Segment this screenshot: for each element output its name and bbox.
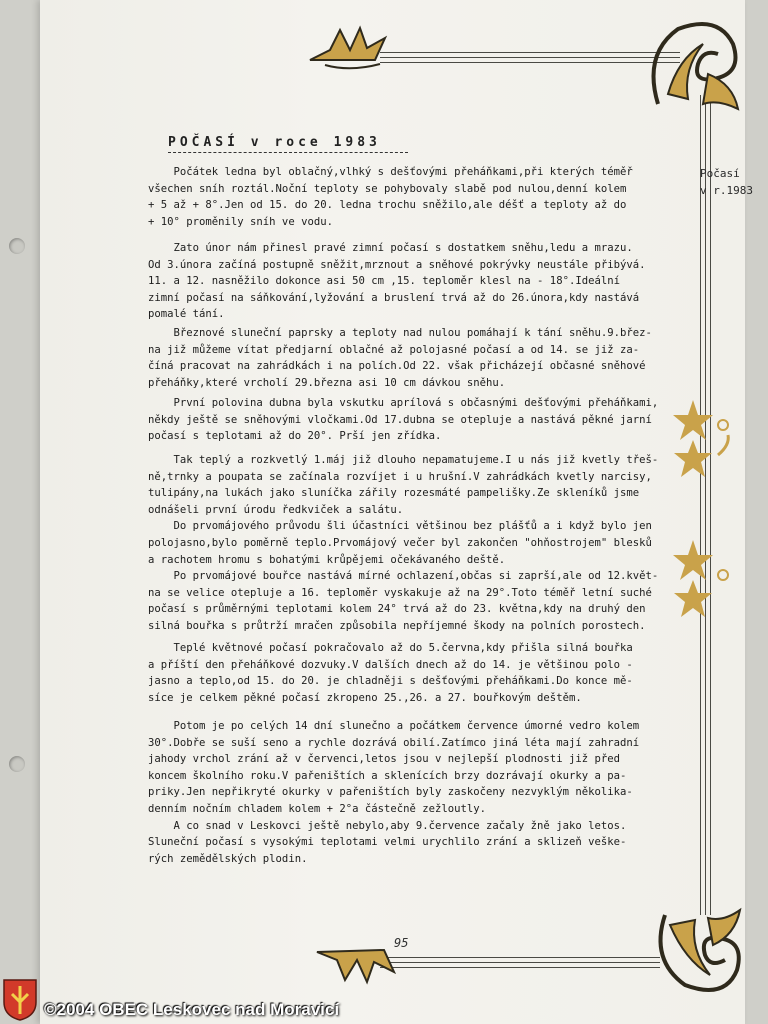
paragraph-may: Tak teplý a rozkvetlý 1.máj již dlouho nepamatujeme.I u nás již kvetly třeš- ně,trnky a poupata se začínala rozvíjet i u hrušní.V zahrádkách kvetly narcisy, tulipány,na lukách jako sluníčka zářily rozesmáté pampelišky.Ze skleníků jsme odnášeli první úrodu ředkviček a salátu. Do prvomájového průvodu šli účastníci většinou bez plášťů a i když bylo jen polojasno,bylo poměrně teplo.Prvomájový večer byl zakončen "ohňostrojem" blesků a rachotem hromu s bohatými krůpějemi očekávaného deště. Po prvomájové bouřce nastává mírné ochlazení,občas si zaprší,ale od 12.květ- na se velice otepluje a 16. teploměr vyskakuje až na 29°.Toto téměř letní suché počasí s průměrnými teplotami kolem 24° trvá až do 23. května,kdy na druhý den silná bouřka s průtrží mračen způsobila nepříjemné škody na polních porostech. [148,454,659,632]
document-page [40,0,753,1024]
frame-top-line-2 [380,57,680,58]
top-left-ornament [305,20,395,75]
top-right-ornament [638,14,748,124]
frame-top-line-1 [380,52,680,53]
margin-note: Počasí v r.1983 [700,167,753,197]
frame-bottom-line-2 [380,962,660,963]
frame-bottom-line-1 [380,957,660,958]
paragraph-june: Teplé květnové počasí pokračovalo až do 5.června,kdy přišla silná bouřka a příští den přeháňkové dozvuky.V dalších dnech až do 14. je většinou polo - jasno a teplo,od 15. do 20. je chladněji s dešťovými přeháňkami.Do konce mě- síce je celkem pěkné počasí zkropeno 25.,26. a 27. bouřkovým deštěm. [148,642,633,704]
paragraph-february: Zato únor nám přinesl pravé zimní počasí s dostatkem sněhu,ledu a mrazu. Od 3.února začíná postupně sněžit,mrznout a sněhové pokrývky neustále přibývá. 11. a 12. nasněžilo dokonce asi 50 cm ,15. teploměr klesl na - 18°.Ideální zimní počasí na sáňkování,lyžování a bruslení trvá až do 26.února,kdy nastává pomalé tání. [148,242,646,321]
frame-right-line-3 [710,95,711,915]
bottom-left-ornament [312,942,402,987]
paragraph-march: Březnové sluneční paprsky a teploty nad nulou pomáhají k tání sněhu.9.břez- na již můžeme vítat předjarní oblačné až polojasné počasí a od 14. se již za- číná pracovat na zahrádkách i na polích.Od 22. však přicházejí občasné sněhové přeháňky,které vrcholí 29.března asi 10 cm dávkou sněhu. [148,327,652,389]
punch-hole-top [9,238,25,254]
title-underline [168,152,408,153]
frame-top-line-3 [380,62,680,63]
bottom-right-ornament [645,900,745,1005]
page-number: 95 [394,936,409,950]
frame-right-line-1 [700,95,701,915]
paragraph-july: Potom je po celých 14 dní slunečno a počátkem července úmorné vedro kolem 30°.Dobře se suší seno a rychle dozrává obilí.Zatímco jiná léta mají zahradní jahody vrchol zrání až v červenci,letos jsou v nejlepší plodnosti již před koncem školního roku.V pařeništích a sklenících brzy dozrávají okurky a pa- priky.Jen nepřikryté okurky v pařeništích byly zaskočeny nezvyklým několika- denním nočním chladem kolem + 2°a částečně zežloutly. A co snad v Leskovci ještě nebylo,aby 9.července začaly žně jako letos. Sluneční počasí s vysokými teplotami velmi urychlilo zrání a sklizeň veške- rých zemědělských plodin. [148,720,640,865]
frame-bottom-line-3 [380,967,660,968]
document-title: POČASÍ v roce 1983 [168,135,381,150]
frame-right-line-2 [705,95,706,915]
paragraph-january: Počátek ledna byl oblačný,vlhký s dešťovými přeháňkami,při kterých téměř všechen sníh roztál.Noční teploty se pohybovaly slabě pod nulou,denní kolem + 5 až + 8°.Jen od 15. do 20. ledna trochu sněžilo,ale déšť a teploty až do + 10° proměnily sníh ve vodu. [148,166,633,228]
paragraph-april: První polovina dubna byla vskutku aprílová s občasnými dešťovými přeháňkami, někdy ještě se sněhovými vločkami.Od 17.dubna se otepluje a nastává pěkné jarní počasí s teplotami až do 20°. Prší jen zřídka. [148,397,659,443]
punch-hole-bottom [9,756,25,772]
copyright-footer: ©2004 OBEC Leskovec nad Moravicí [44,1000,340,1019]
